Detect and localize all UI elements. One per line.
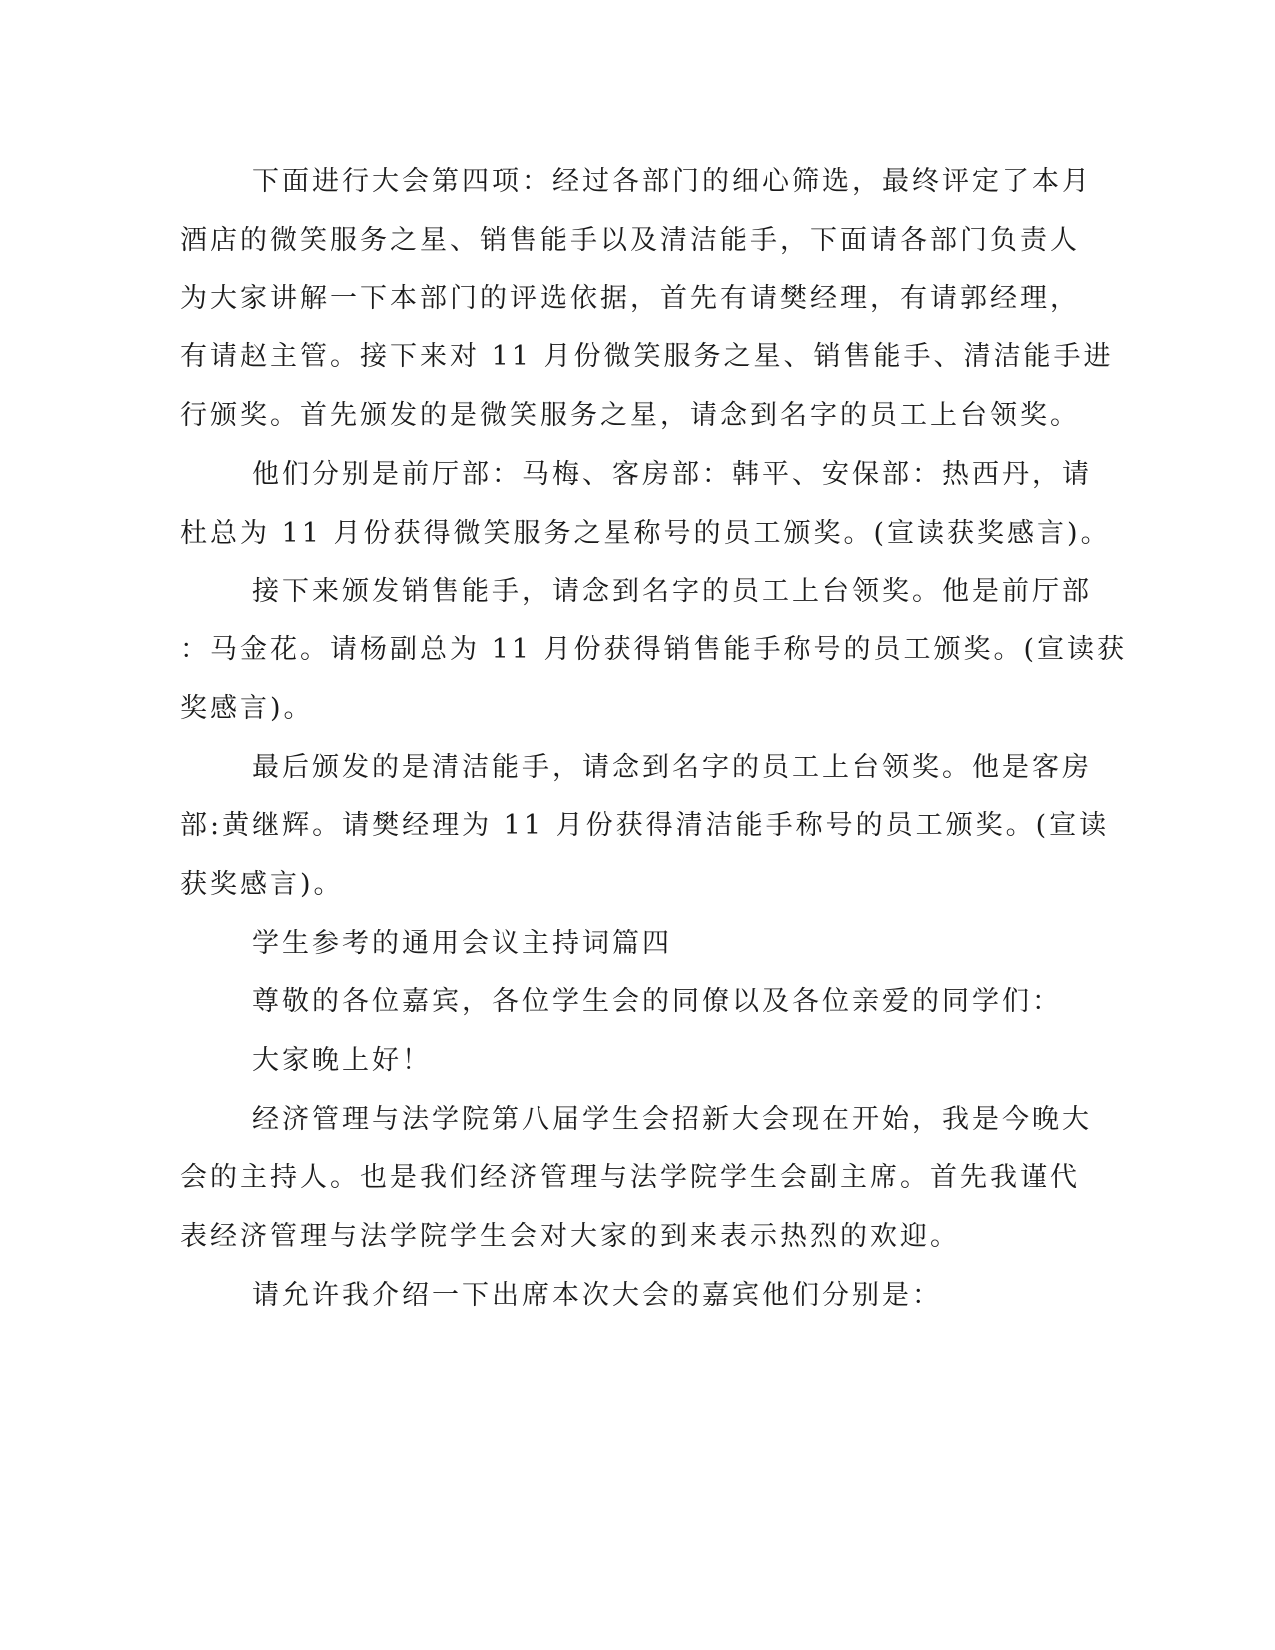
text-line: 行颁奖。首先颁发的是微笑服务之星，请念到名字的员工上台领奖。	[180, 400, 1080, 431]
section-heading: 学生参考的通用会议主持词篇四	[252, 928, 672, 959]
text-line: 他们分别是前厅部：马梅、客房部：韩平、安保部：热西丹，请	[252, 459, 1092, 490]
text-line: 酒店的微笑服务之星、销售能手以及清洁能手，下面请各部门负责人	[180, 225, 1080, 256]
text-line: 表经济管理与法学院学生会对大家的到来表示热烈的欢迎。	[180, 1221, 960, 1252]
text-line: 下面进行大会第四项：经过各部门的细心筛选，最终评定了本月	[252, 166, 1092, 197]
text-line: ：马金花。请杨副总为 11 月份获得销售能手称号的员工颁奖。(宣读获	[180, 634, 1128, 665]
text-line: 有请赵主管。接下来对 11 月份微笑服务之星、销售能手、清洁能手进	[180, 341, 1114, 372]
text-line: 奖感言)。	[180, 693, 314, 724]
text-line: 接下来颁发销售能手，请念到名字的员工上台领奖。他是前厅部	[252, 576, 1092, 607]
text-line: 部:黄继辉。请樊经理为 11 月份获得清洁能手称号的员工颁奖。(宣读	[180, 810, 1110, 841]
text-line: 为大家讲解一下本部门的评选依据，首先有请樊经理，有请郭经理，	[180, 283, 1080, 314]
text-line: 经济管理与法学院第八届学生会招新大会现在开始，我是今晚大	[252, 1104, 1092, 1135]
text-line: 会的主持人。也是我们经济管理与法学院学生会副主席。首先我谨代	[180, 1162, 1080, 1193]
text-line: 尊敬的各位嘉宾，各位学生会的同僚以及各位亲爱的同学们：	[252, 986, 1062, 1017]
text-line: 获奖感言)。	[180, 869, 344, 900]
text-line: 最后颁发的是清洁能手，请念到名字的员工上台领奖。他是客房	[252, 752, 1092, 783]
text-line: 杜总为 11 月份获得微笑服务之星称号的员工颁奖。(宣读获奖感言)。	[180, 518, 1111, 549]
text-line: 大家晚上好！	[252, 1045, 432, 1076]
text-line: 请允许我介绍一下出席本次大会的嘉宾他们分别是：	[252, 1280, 942, 1311]
